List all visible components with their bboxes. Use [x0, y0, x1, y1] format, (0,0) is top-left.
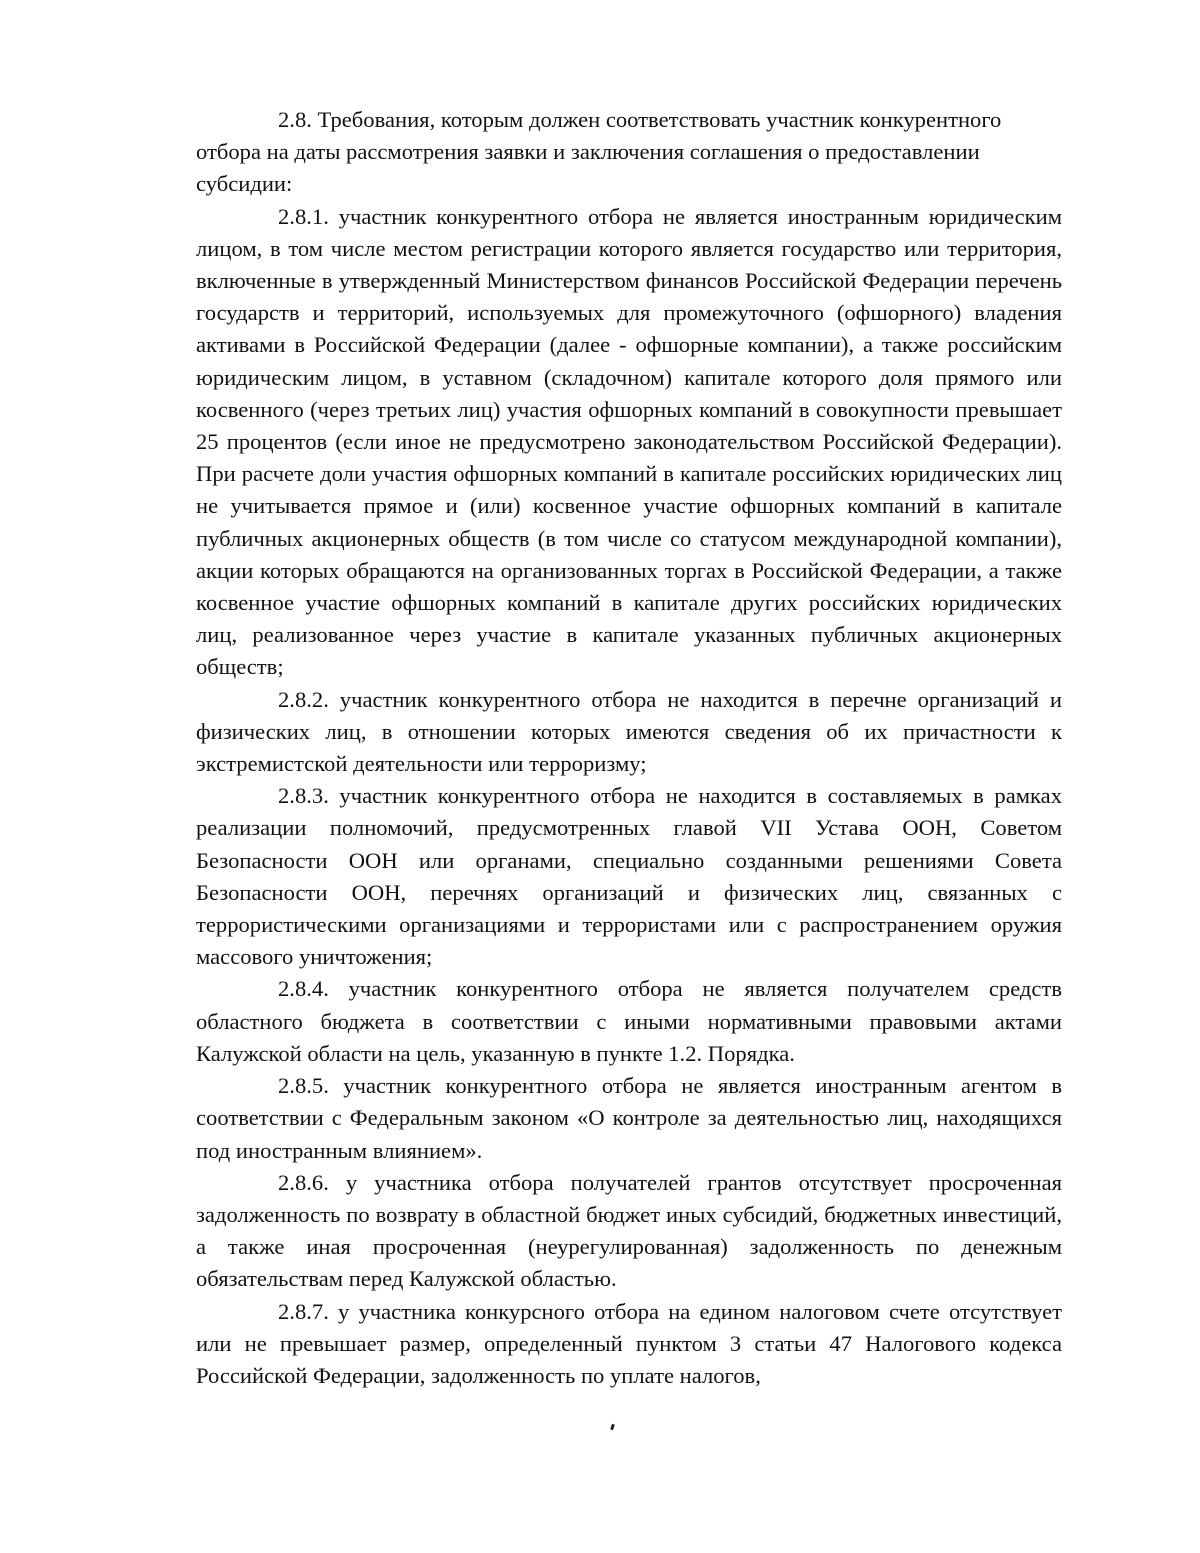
paragraph-2-8-7: 2.8.7. у участника конкурсного отбора на едином налоговом счете отсутствует или не превышает размер, определенный пунктом 3 статьи 47 Налогового кодекса Российской Федерации, задолженность по уплате налогов,	[196, 1298, 1062, 1388]
paragraph-2-8-3: 2.8.3. участник конкурентного отбора не находится в составляемых в рамках реализации полномочий, предусмотренных главой VII Устава ООН, Советом Безопасности ООН или органами, специально созданными решениями Совета Безопасности ООН, перечнях организаций и физических лиц, связанных с террористическими организациями и террористами или с распространением оружия массового уничтожения;	[196, 783, 1062, 970]
scan-speck	[610, 1424, 615, 1431]
paragraph-2-8-1: 2.8.1. участник конкурентного отбора не является иностранным юридическим лицом, в том числе местом регистрации которого является государство или территория, включенные в утвержденный Министерством финансов Российской Федерации перечень государств и территорий, используемых для промежуточного (офшорного) владения активами в Российской Федерации (далее - офшорные компании), а также российским юридическим лицом, в уставном (складочном) капитале которого доля прямого или косвенного (через третьих лиц) участия офшорных компаний в совокупности превышает 25 процентов (если иное не предусмотрено законодательством Российской Федерации). При расчете доли участия офшорных компаний в капитале российских юридических лиц не учитывается прямое и (или) косвенное участие офшорных компаний в капитале публичных акционерных обществ (в том числе со статусом международной компании), акции которых обращаются на организованных торгах в Российской Федерации, а также косвенное участие офшорных компаний в капитале других российских юридических лиц, реализованное через участие в капитале указанных публичных акционерных обществ;	[196, 203, 1062, 680]
document-body	[196, 104, 1062, 1392]
paragraph-2-8-6: 2.8.6. у участника отбора получателей грантов отсутствует просроченная задолженность по возврату в областной бюджет иных субсидий, бюджетных инвестиций, а также иная просроченная (неурегулированная) задолженность по денежным обязательствам перед Калужской областью.	[196, 1169, 1062, 1292]
paragraph-2-8: 2.8. Требования, которым должен соответствовать участник конкурентного отбора на даты рассмотрения заявки и заключения соглашения о предоставлении субсидии:	[196, 107, 1002, 197]
paragraph-2-8-5: 2.8.5. участник конкурентного отбора не является иностранным агентом в соответствии с Федеральным законом «О контроле за деятельностью лиц, находящихся под иностранным влиянием».	[196, 1073, 1062, 1163]
paragraph-2-8-4: 2.8.4. участник конкурентного отбора не является получателем средств областного бюджета в соответствии с иными нормативными правовыми актами Калужской области на цель, указанную в пункте 1.2. Порядка.	[196, 976, 1062, 1066]
paragraph-2-8-2: 2.8.2. участник конкурентного отбора не находится в перечне организаций и физических лиц, в отношении которых имеются сведения об их причастности к экстремистской деятельности или терроризму;	[196, 686, 1062, 777]
